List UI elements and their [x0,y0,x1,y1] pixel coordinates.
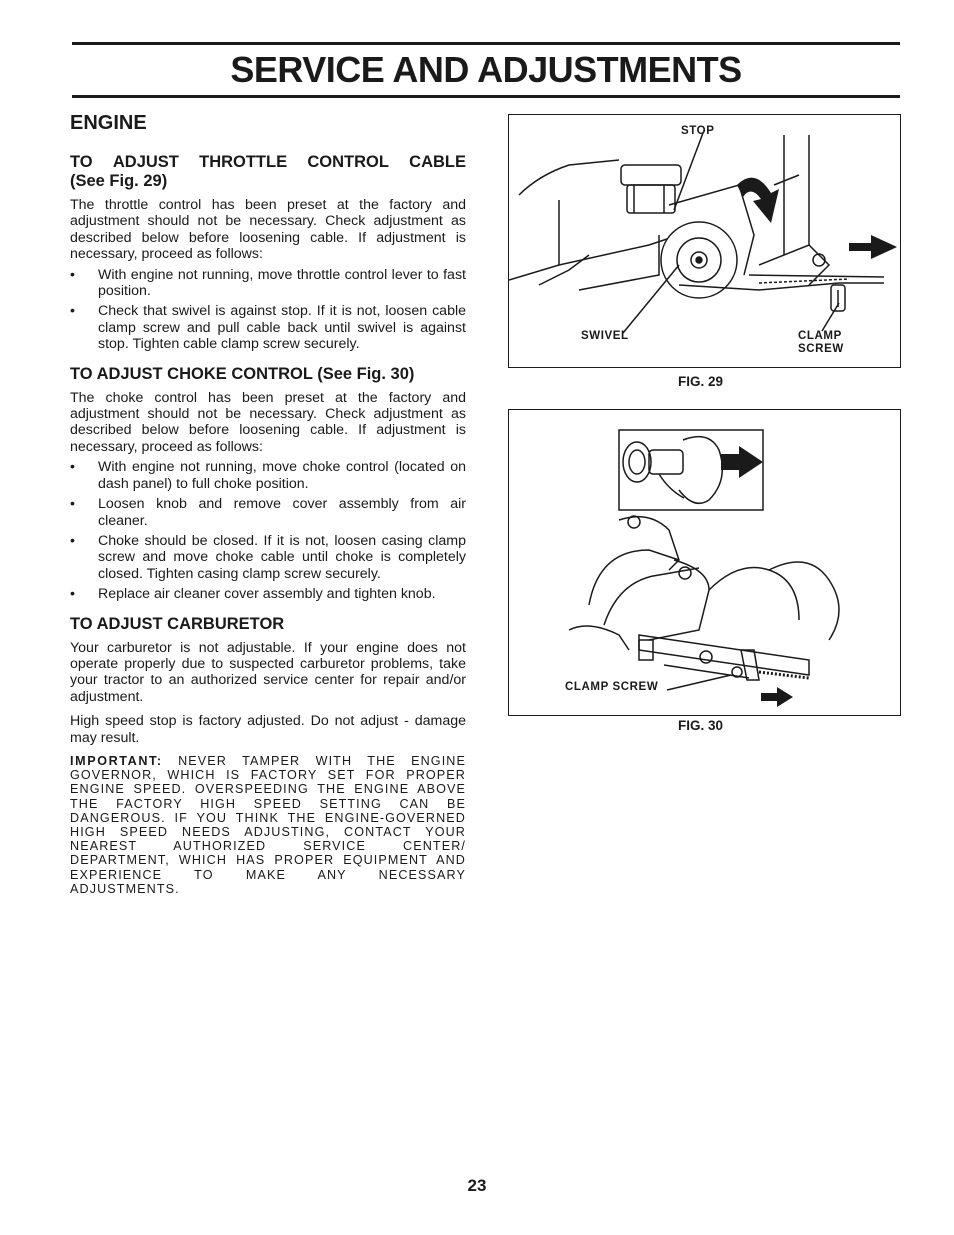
direction-arrow-icon [849,235,897,259]
label-clamp-screw: CLAMP SCREW [565,681,659,693]
list-item: • Choke should be closed. If it is not, loosen casing clamp screw and move choke cable until choke is completely closed. Tighten casing clamp screw securely. [70,533,466,582]
throttle-heading-line2: (See Fig. 29) [70,172,168,190]
header-top-rule [72,42,900,45]
figure-29-caption: FIG. 29 [678,374,724,389]
label-clamp-line2: SCREW [798,343,844,355]
figure-30-caption: FIG. 30 [678,718,724,733]
header-bottom-rule [72,95,900,98]
section-heading-engine: ENGINE [70,112,147,134]
carburetor-heading: TO ADJUST CARBURETOR [70,614,285,633]
important-label: IMPORTANT: [70,753,163,768]
figure-29 [508,114,901,368]
choke-heading: TO ADJUST CHOKE CONTROL (See Fig. 30) [70,364,415,383]
carburetor-para-1: Your carburetor is not adjustable. If your engine does not operate properly due to suspected carburetor problems, take your tractor to an authorized service center for repair and/or adjustment. [70,639,466,705]
throttle-heading-word: TO [70,153,93,171]
page-number: 23 [467,1176,487,1195]
label-clamp-screw [798,330,844,356]
text-column [70,108,466,896]
direction-arrow-icon [761,687,793,707]
list-item: • With engine not running, move throttle control lever to fast position. [70,267,466,300]
throttle-heading [70,153,466,191]
pull-arrow-icon [721,446,763,478]
throttle-heading-word: THROTTLE [199,153,288,171]
important-notice [70,754,466,896]
important-text: NEVER TAMPER WITH THE ENGINE GOVERNOR, WHICH IS FACTORY SET FOR PROPER ENGINE SPEED. OVERSPEEDING THE ENGINE ABOVE THE FACTORY HIGH SPEED SETTING CAN BE DANGEROUS. IF YOU THINK THE ENGINE-GOVERNED HIGH SPEED NEEDS ADJUSTING, CONTACT YOUR NEAREST AUTHORIZED SERVICE CENTER/ DEPARTMENT, WHICH HAS PROPER EQUIPMENT AND EXPERIENCE TO MAKE ANY NECESSARY ADJUSTMENTS. [70,753,466,896]
choke-steps [70,459,466,602]
throttle-heading-word: CONTROL [307,153,389,171]
label-stop: STOP [681,125,715,137]
throttle-steps [70,267,466,353]
figure-30 [508,409,901,716]
carburetor-para-2: High speed stop is factory adjusted. Do not adjust - damage may result. [70,713,466,746]
page-title: SERVICE AND ADJUSTMENTS [230,49,742,90]
throttle-heading-word: CABLE [409,153,466,171]
choke-intro: The choke control has been preset at the factory and adjustment should not be necessary. Check adjustment as described below before loosening cable. If adjustment is necessary, proceed as follows: [70,389,466,455]
list-item: • Loosen knob and remove cover assembly from air cleaner. [70,496,466,529]
label-swivel: SWIVEL [581,330,629,342]
label-clamp-line1: CLAMP [798,330,842,342]
list-item: • Check that swivel is against stop. If it is not, loosen cable clamp screw and pull cable back until swivel is against stop. Tighten cable clamp screw securely. [70,303,466,352]
throttle-heading-line1 [70,153,466,172]
list-item: • Replace air cleaner cover assembly and tighten knob. [70,586,466,602]
throttle-heading-word: ADJUST [112,153,179,171]
list-item: • With engine not running, move choke control (located on dash panel) to full choke position. [70,459,466,492]
figure-30-illustration [509,410,900,715]
throttle-intro: The throttle control has been preset at the factory and adjustment should not be necessary. Check adjustment as described below before loosening cable. If adjustment is necessary, proceed as follows: [70,197,466,263]
